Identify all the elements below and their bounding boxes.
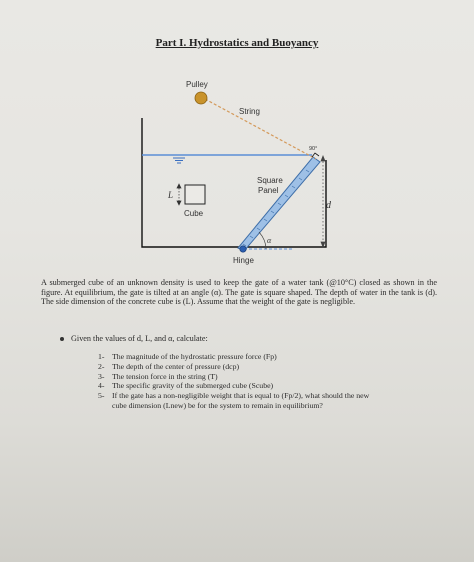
question-text: The depth of the center of pressure (dcp) <box>112 361 240 371</box>
question-item <box>98 381 369 391</box>
l-dimension-arrow <box>177 184 181 205</box>
alpha-label: α <box>267 236 272 245</box>
hinge-label: Hinge <box>233 256 254 265</box>
pulley-label: Pulley <box>186 80 208 89</box>
string-label: String <box>239 107 260 116</box>
question-continuation: cube dimension (Lnew) be for the system to remain in equilibrium? <box>112 400 323 410</box>
question-item <box>98 362 369 372</box>
angle-90-label: 90° <box>309 146 318 152</box>
question-text: The tension force in the string (T) <box>112 371 218 381</box>
d-dimension-arrow <box>321 156 325 247</box>
question-list <box>98 352 369 411</box>
bullet-text: Given the values of d, L, and α, calculate: <box>71 334 208 343</box>
buoyancy-diagram <box>0 0 474 275</box>
question-number: 3- <box>98 371 105 381</box>
question-text: The magnitude of the hydrostatic pressure force (Fp) <box>112 352 277 361</box>
d-label: d <box>326 200 331 211</box>
right-angle-marker <box>312 153 319 157</box>
page-title: Part I. Hydrostatics and Buoyancy <box>155 37 319 49</box>
square-panel-label-2: Panel <box>258 186 279 195</box>
problem-paragraph: A submerged cube of an unknown density is used to keep the gate of a water tank (@10°C) closed as shown in the figure. At equilibrium, the gate is tilted at an angle (α). The gate is square shaped. The depth of water in the tank is (d). The side dimension of the concrete cube is (L). Assume that the weight of the gate is negligible. <box>41 278 437 307</box>
square-panel-label-1: Square <box>257 176 283 185</box>
question-text: The specific gravity of the submerged cube (Scube) <box>112 381 274 391</box>
question-text: If the gate has a non-negligible weight that is equal to (Fp/2), what should the new <box>112 391 370 401</box>
cube <box>185 185 205 204</box>
question-item <box>98 352 369 362</box>
question-number: 4- <box>98 381 105 391</box>
bullet-dot <box>60 337 64 341</box>
l-label: L <box>168 190 174 200</box>
question-number: 2- <box>98 361 105 371</box>
hinge-icon <box>240 246 246 252</box>
question-item <box>98 372 369 382</box>
pulley-icon <box>195 92 207 104</box>
water-level-symbol <box>173 158 185 163</box>
question-item <box>98 391 369 401</box>
question-number: 5- <box>98 391 105 401</box>
question-number: 1- <box>98 352 105 361</box>
string <box>205 99 316 159</box>
cube-label: Cube <box>184 209 204 218</box>
